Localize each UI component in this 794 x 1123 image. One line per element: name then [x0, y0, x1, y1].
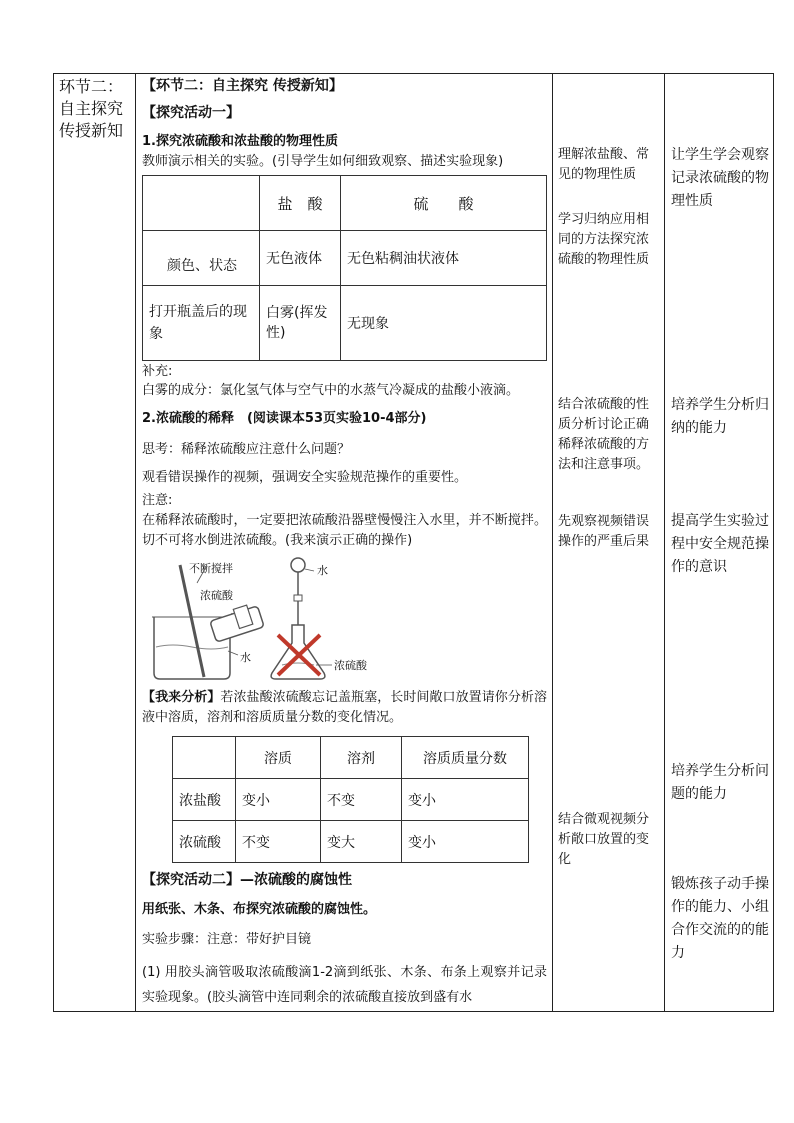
item-one-desc: 教师演示相关的实验。(引导学生如何细致观察、描述实验现象)	[142, 154, 504, 169]
table1-row2-label: 打开瓶盖后的现象	[143, 286, 260, 361]
stage-line-2: 自主探究	[59, 99, 124, 118]
exposure-change-table	[172, 736, 529, 863]
student-activity-5: 结合微观视频分析敞口放置的变化	[558, 812, 650, 867]
item-one-title: 1.探究浓硫酸和浓盐酸的物理性质	[142, 134, 338, 149]
video-note: 观看错误操作的视频，强调安全实验规范操作的重要性。	[142, 470, 468, 485]
stage-line-1: 环节二：	[59, 77, 124, 96]
design-intent-1: 让学生学会观察记录浓硫酸的物理性质	[671, 147, 769, 209]
figure-label-water-left: 水	[240, 651, 251, 664]
table1-header-h2so4: 硫 酸	[341, 176, 547, 231]
table1-row1-label: 颜色、状态	[143, 231, 260, 286]
table2-row1-name: 浓盐酸	[173, 779, 236, 821]
table1-row1-h2so4: 无色粘稠油状液体	[341, 231, 547, 286]
supplement-text: 白雾的成分：氯化氢气体与空气中的水蒸气冷凝成的盐酸小液滴。	[142, 383, 520, 398]
student-activity-2: 学习归纳应用相同的方法探究浓硫酸的物理性质	[558, 212, 650, 267]
table2-header-solute: 溶质	[236, 737, 321, 779]
figure-label-stir: 不断搅拌	[189, 562, 233, 575]
table2-row2-solvent: 变大	[321, 821, 402, 863]
figure-label-water-right: 水	[317, 564, 328, 577]
table2-row1-fraction: 变小	[402, 779, 529, 821]
student-activity-4: 先观察视频错误操作的严重后果	[558, 514, 650, 549]
table2-row2-solute: 不变	[236, 821, 321, 863]
supplement-label: 补充:	[142, 364, 173, 379]
table2-header-solvent: 溶剂	[321, 737, 402, 779]
stage-column	[53, 73, 136, 1012]
physical-properties-table	[142, 175, 547, 361]
design-intent-5: 锻炼孩子动手操作的能力、小组合作交流的的能力	[671, 876, 769, 961]
table2-row1-solute: 变小	[236, 779, 321, 821]
dilution-figure	[142, 555, 402, 685]
table1-row1-hcl: 无色液体	[260, 231, 341, 286]
table1-header-hcl: 盐 酸	[260, 176, 341, 231]
steps-label: 实验步骤：注意：带好护目镜	[142, 932, 312, 947]
activity-two-title: 【探究活动二】—浓硫酸的腐蚀性	[142, 872, 352, 888]
table2-row1-solvent: 不变	[321, 779, 402, 821]
activity-one-title: 【探究活动一】	[142, 105, 240, 121]
figure-label-acid: 浓硫酸	[200, 589, 233, 602]
design-intent-3: 提高学生实验过程中安全规范操作的意识	[671, 513, 769, 575]
note-label: 注意:	[142, 493, 173, 508]
step-one: (1) 用胶头滴管吸取浓硫酸滴1-2滴到纸张、木条、布条上观察并记录实验现象。(胶头滴管中连同剩余的浓硫酸直接放到盛有水	[142, 965, 547, 1005]
analysis-text: 若浓盐酸浓硫酸忘记盖瓶塞，长时间敞口放置请你分析溶液中溶质，溶剂和溶质质量分数的变化情况。	[142, 690, 547, 725]
student-activity-1: 理解浓盐酸、常见的物理性质	[558, 147, 650, 182]
student-activity-3: 结合浓硫酸的性质分析讨论正确稀释浓硫酸的方法和注意事项。	[558, 397, 650, 472]
stage-label	[59, 76, 135, 142]
design-intent-4: 培养学生分析问题的能力	[671, 763, 769, 802]
item-two-title: 2.浓硫酸的稀释 (阅读课本53页实验10-4部分)	[142, 411, 427, 426]
table2-header-fraction: 溶质质量分数	[402, 737, 529, 779]
stage-line-3: 传授新知	[59, 121, 124, 140]
think-question: 思考：稀释浓硫酸应注意什么问题？	[142, 442, 351, 457]
note-text: 在稀释浓硫酸时，一定要把浓硫酸沿器壁慢慢注入水里，并不断搅拌。切不可将水倒进浓硫酸。(我来演示正确的操作)	[142, 513, 547, 548]
analysis-block	[142, 688, 547, 728]
section-title: 【环节二：自主探究 传授新知】	[142, 78, 343, 94]
activity-two-desc: 用纸张、木条、布探究浓硫酸的腐蚀性。	[142, 902, 377, 917]
table2-header-empty	[173, 737, 236, 779]
table1-row2-h2so4: 无现象	[341, 286, 547, 361]
table2-row2-fraction: 变小	[402, 821, 529, 863]
table1-header-empty	[143, 176, 260, 231]
analysis-title: 【我来分析】	[142, 690, 221, 705]
design-intent-2: 培养学生分析归纳的能力	[671, 397, 769, 436]
figure-label-acid-right: 浓硫酸	[334, 659, 367, 672]
table2-row2-name: 浓硫酸	[173, 821, 236, 863]
table1-row2-hcl: 白雾(挥发性)	[260, 286, 341, 361]
